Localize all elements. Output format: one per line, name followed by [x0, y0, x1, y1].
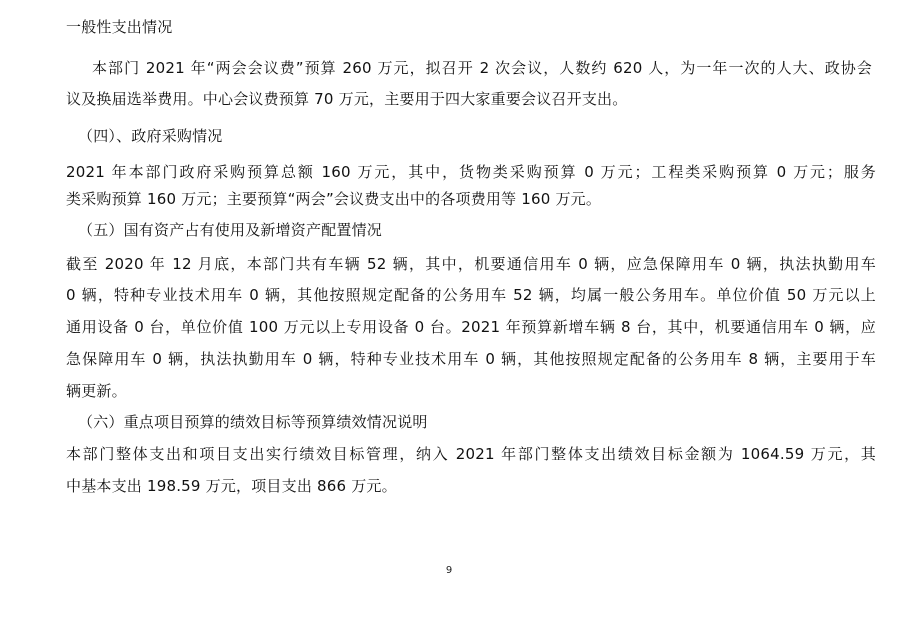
section-heading-performance-targets: （六）重点项目预算的绩效目标等预算绩效情况说明 — [78, 413, 428, 431]
paragraph-line: 2021 年本部门政府采购预算总额 160 万元，其中，货物类采购预算 0 万元；工程类采购预算 0 万元；服务 — [66, 163, 876, 181]
paragraph-line: 类采购预算 160 万元；主要预算“两会”会议费支出中的各项费用等 160 万元。 — [66, 190, 602, 208]
paragraph-line: 辆更新。 — [66, 382, 127, 400]
paragraph-line: 本部门整体支出和项目支出实行绩效目标管理，纳入 2021 年部门整体支出绩效目标金额为 1064.59 万元，其 — [66, 445, 876, 463]
paragraph-line: 截至 2020 年 12 月底，本部门共有车辆 52 辆，其中，机要通信用车 0 辆，应急保障用车 0 辆，执法执勤用车 — [66, 255, 876, 273]
paragraph-line: 议及换届选举费用。中心会议费预算 70 万元，主要用于四大家重要会议召开支出。 — [66, 90, 628, 108]
paragraph-line: 0 辆，特种专业技术用车 0 辆，其他按照规定配备的公务用车 52 辆，均属一般公务用车。单位价值 50 万元以上 — [66, 286, 876, 304]
paragraph-line: 本部门 2021 年“两会会议费”预算 260 万元，拟召开 2 次会议，人数约 620 人，为一年一次的人大、政协会 — [92, 59, 872, 77]
section-heading-general-expenditure: 一般性支出情况 — [66, 18, 173, 36]
paragraph-line: 中基本支出 198.59 万元，项目支出 866 万元。 — [66, 477, 397, 495]
page-number: 9 — [445, 565, 453, 576]
section-heading-government-procurement: （四）、政府采购情况 — [78, 127, 223, 145]
paragraph-line: 急保障用车 0 辆，执法执勤用车 0 辆，特种专业技术用车 0 辆，其他按照规定配备的公务用车 8 辆，主要用于车 — [66, 350, 876, 368]
paragraph-line: 通用设备 0 台，单位价值 100 万元以上专用设备 0 台。2021 年预算新增车辆 8 台，其中，机要通信用车 0 辆，应 — [66, 318, 876, 336]
section-heading-state-assets: （五）国有资产占有使用及新增资产配置情况 — [78, 221, 383, 239]
